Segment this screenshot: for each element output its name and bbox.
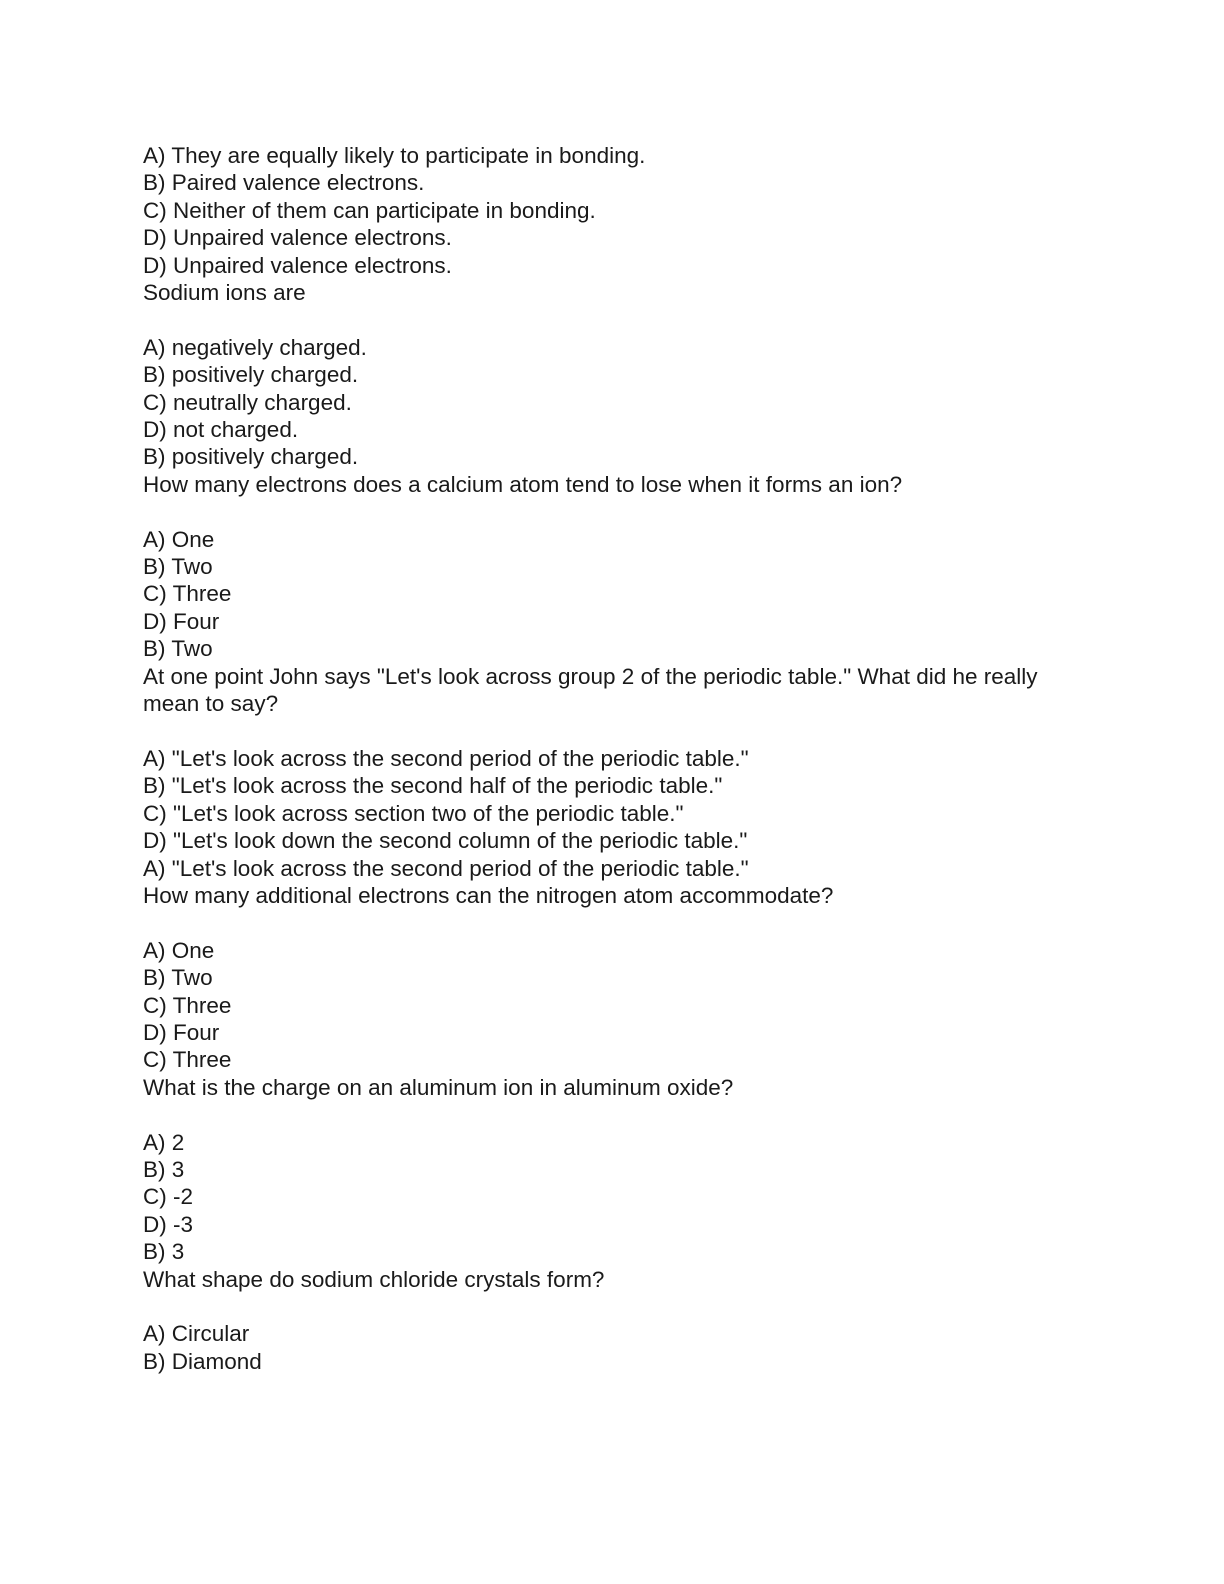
option-a: A) 2	[143, 1129, 185, 1155]
question-block-0	[143, 142, 1043, 279]
answer-line: D) Unpaired valence electrons.	[143, 252, 452, 278]
question-block-2	[143, 471, 1043, 663]
question-block-1	[143, 279, 1043, 471]
spacer	[143, 718, 1043, 745]
option-b: B) 3	[143, 1156, 185, 1182]
option-a: A) One	[143, 937, 215, 963]
answer-line: C) Three	[143, 1047, 232, 1073]
question-text: Sodium ions are	[143, 280, 306, 306]
answer-line: B) positively charged.	[143, 444, 359, 470]
answer-line: A) "Let's look across the second period of the periodic table."	[143, 855, 749, 881]
option-d: D) -3	[143, 1211, 193, 1237]
option-d: D) Four	[143, 1019, 220, 1045]
option-a: A) negatively charged.	[143, 334, 367, 360]
option-d: D) Four	[143, 608, 220, 634]
option-a: A) "Let's look across the second period of the periodic table."	[143, 745, 749, 771]
question-text: What is the charge on an aluminum ion in aluminum oxide?	[143, 1074, 734, 1100]
option-c: C) Three	[143, 992, 232, 1018]
answer-line: B) 3	[143, 1239, 185, 1265]
option-b: B) "Let's look across the second half of the periodic table."	[143, 773, 723, 799]
option-b: B) Two	[143, 965, 213, 991]
option-c: C) -2	[143, 1184, 193, 1210]
option-c: C) neutrally charged.	[143, 389, 352, 415]
option-a: A) They are equally likely to participate in bonding.	[143, 143, 646, 168]
option-a: A) One	[143, 526, 215, 552]
question-block-4	[143, 882, 1043, 1074]
spacer	[143, 1293, 1043, 1320]
answer-line: B) Two	[143, 636, 213, 662]
option-c: C) Three	[143, 581, 232, 607]
question-block-6	[143, 1266, 1043, 1376]
option-b: B) Diamond	[143, 1348, 262, 1374]
option-b: B) positively charged.	[143, 362, 359, 388]
option-d: D) not charged.	[143, 417, 299, 443]
question-text: How many additional electrons can the nitrogen atom accommodate?	[143, 882, 834, 908]
option-d: D) Unpaired valence electrons.	[143, 225, 452, 251]
option-b: B) Two	[143, 554, 213, 580]
spacer	[143, 909, 1043, 936]
question-text: At one point John says "Let's look across group 2 of the periodic table." What did he really mean to say?	[143, 663, 1038, 717]
option-a: A) Circular	[143, 1321, 250, 1347]
quiz-content	[143, 142, 1043, 1375]
option-c: C) Neither of them can participate in bonding.	[143, 197, 596, 223]
option-d: D) "Let's look down the second column of the periodic table."	[143, 828, 748, 854]
question-text: What shape do sodium chloride crystals form?	[143, 1266, 605, 1292]
spacer	[143, 1101, 1043, 1128]
question-block-3	[143, 663, 1043, 882]
question-block-5	[143, 1074, 1043, 1266]
spacer	[143, 306, 1043, 333]
spacer	[143, 498, 1043, 525]
option-c: C) "Let's look across section two of the periodic table."	[143, 800, 684, 826]
option-b: B) Paired valence electrons.	[143, 170, 425, 196]
question-text: How many electrons does a calcium atom tend to lose when it forms an ion?	[143, 471, 903, 497]
